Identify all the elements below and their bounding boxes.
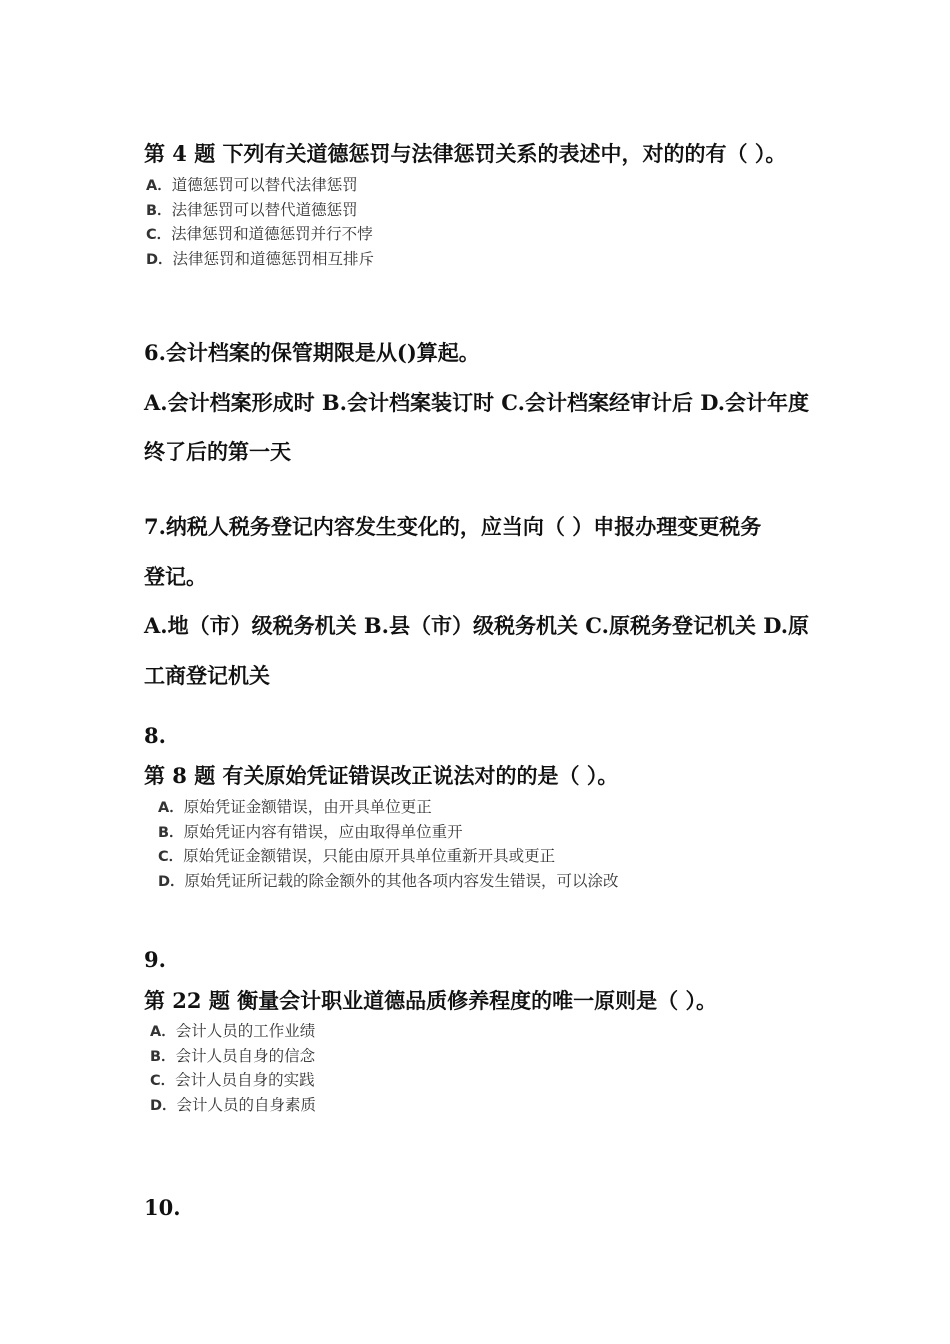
question-4-options <box>146 174 374 272</box>
option-letter: A． <box>158 800 184 816</box>
option-text: 法律惩罚可以替代道德惩罚 <box>171 200 358 219</box>
question-7-stem-line1: 7.纳税人税务登记内容发生变化的，应当向（ ）申报办理变更税务 <box>144 514 762 539</box>
question-9-options <box>150 1020 316 1118</box>
question-4-title: 第 4 题 下列有关道德惩罚与法律惩罚关系的表述中，对的的有（ ）。 <box>144 141 787 166</box>
option-letter: D． <box>146 251 173 268</box>
question-6-stem: 6.会计档案的保管期限是从()算起。 <box>144 340 480 365</box>
option-d <box>158 870 619 895</box>
option-letter: B． <box>150 1048 176 1065</box>
question-7-stem-line2: 登记。 <box>144 564 207 589</box>
option-text: 原始凭证内容有错误，应由取得单位重开 <box>183 822 463 841</box>
option-text: 原始凭证金额错误，由开具单位更正 <box>183 798 432 816</box>
question-9-title: 第 22 题 衡量会计职业道德品质修养程度的唯一原则是（ ）。 <box>144 988 717 1013</box>
option-c <box>150 1069 316 1094</box>
option-letter: B． <box>146 202 172 219</box>
option-letter: D． <box>150 1097 177 1114</box>
option-text: 原始凭证所记载的除金额外的其他各项内容发生错误，可以涂改 <box>184 871 619 890</box>
question-8-options <box>158 796 619 894</box>
question-7-options-line1: A.地（市）级税务机关 B.县（市）级税务机关 C.原税务登记机关 D.原 <box>144 613 810 638</box>
option-letter: A． <box>150 1024 176 1040</box>
option-letter: C． <box>146 227 172 243</box>
option-a <box>158 796 619 821</box>
option-d <box>146 248 374 273</box>
option-letter: D． <box>158 873 185 890</box>
option-letter: A． <box>146 178 172 194</box>
option-b <box>150 1045 316 1070</box>
option-text: 会计人员的工作业绩 <box>175 1022 316 1040</box>
option-text: 原始凭证金额错误，只能由原开具单位重新开具或更正 <box>183 847 556 865</box>
option-a <box>146 174 374 199</box>
option-b <box>146 199 374 224</box>
option-letter: C． <box>158 849 184 865</box>
question-10-number: 10. <box>144 1195 181 1220</box>
option-d <box>150 1094 316 1119</box>
option-text: 会计人员自身的实践 <box>175 1071 315 1089</box>
option-text: 道德惩罚可以替代法律惩罚 <box>171 176 358 194</box>
option-b <box>158 821 619 846</box>
question-8-number: 8. <box>144 723 166 748</box>
option-text: 法律惩罚和道德惩罚相互排斥 <box>172 249 375 268</box>
question-6-options-line1: A.会计档案形成时 B.会计档案装订时 C.会计档案经审计后 D.会计年度 <box>144 390 810 415</box>
question-9-number: 9. <box>144 947 166 972</box>
question-7-options-line2: 工商登记机关 <box>144 663 270 688</box>
option-c <box>146 223 374 248</box>
option-text: 会计人员的自身素质 <box>176 1095 317 1114</box>
option-letter: B． <box>158 824 184 841</box>
option-text: 会计人员自身的信念 <box>175 1046 316 1065</box>
question-8-title: 第 8 题 有关原始凭证错误改正说法对的的是（ ）。 <box>144 763 619 788</box>
option-c <box>158 845 619 870</box>
option-letter: C． <box>150 1073 176 1089</box>
option-a <box>150 1020 316 1045</box>
option-text: 法律惩罚和道德惩罚并行不悖 <box>171 225 373 243</box>
question-6-options-line2: 终了后的第一天 <box>144 439 291 464</box>
